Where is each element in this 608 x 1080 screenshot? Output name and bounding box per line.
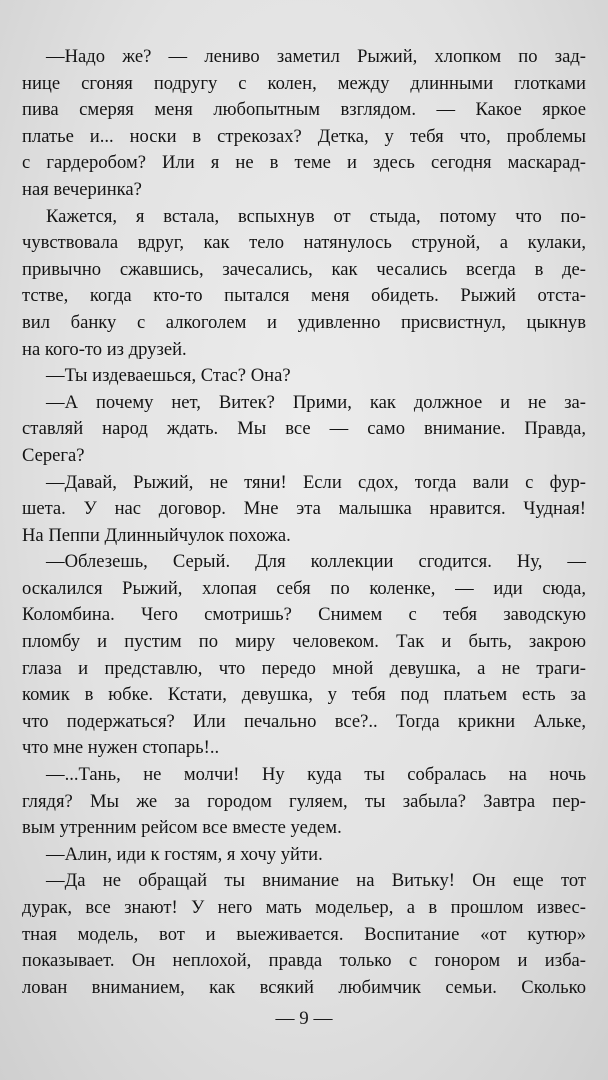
text-line: —Давай, Рыжий, не тяни! Если сдох, тогда вали с фур- <box>46 471 586 493</box>
text-line: чувствовала вдруг, как тело натянулось струной, а кулаки, <box>22 232 586 254</box>
text-line: оскалился Рыжий, хлопая себя по коленке, — иди сюда, <box>22 577 586 599</box>
text-line: платье и... носки в стрекозах? Детка, у тебя что, проблемы <box>22 125 586 147</box>
text-line: привычно сжавшись, зачесались, как чесались всегда в де- <box>22 258 586 280</box>
text-line: вил банку с алкоголем и удивленно присвистнул, цыкнув <box>22 311 586 333</box>
text-line: Коломбина. Чего смотришь? Снимем с тебя заводскую <box>22 604 586 626</box>
text-line: комик в юбке. Кстати, девушка, у тебя под платьем есть за <box>22 684 586 706</box>
text-line: что подержаться? Или печально все?.. Тогда крикни Альке, <box>22 710 586 732</box>
text-line: глядя? Мы же за городом гуляем, ты забыла? Завтра пер- <box>22 790 586 812</box>
page-number: — 9 — <box>275 1008 333 1029</box>
text-line: —...Тань, не молчи! Ну куда ты собралась на ночь <box>46 764 586 786</box>
text-line: глаза и представлю, что передо мной девушка, а не траги- <box>22 657 586 679</box>
text-line: что мне нужен стопарь!.. <box>22 737 220 759</box>
text-line: с гардеробом? Или я не в теме и здесь сегодня маскарад- <box>22 152 586 174</box>
text-line: лован вниманием, как всякий любимчик семьи. Сколько <box>22 976 586 998</box>
text-line: ная вечеринка? <box>22 178 142 200</box>
text-line: тстве, когда кто-то пытался меня обидеть. Рыжий отста- <box>22 285 586 307</box>
text-line: пломбу и пустим по миру человеком. Так и быть, закрою <box>22 631 586 653</box>
text-line: ставляй народ ждать. Мы все — само внимание. Правда, <box>22 418 586 440</box>
text-line: —А почему нет, Витек? Прими, как должное и не за- <box>46 391 586 413</box>
text-line: —Да не обращай ты внимание на Витьку! Он еще тот <box>46 870 586 892</box>
text-line: —Облезешь, Серый. Для коллекции сгодится. Ну, — <box>46 551 586 573</box>
text-line: Кажется, я встала, вспыхнув от стыда, потому что по- <box>46 205 586 227</box>
body-text <box>22 44 586 1001</box>
text-line: вым утренним рейсом все вместе уедем. <box>22 817 342 839</box>
text-line: шета. У нас договор. Мне эта малышка нравится. Чудная! <box>22 498 586 520</box>
text-line: —Ты издеваешься, Стас? Она? <box>46 365 291 387</box>
text-line: —Алин, иди к гостям, я хочу уйти. <box>46 843 323 865</box>
text-line: дурак, все знают! У него мать модельер, а в прошлом извес- <box>22 897 586 918</box>
text-line: показывает. Он неплохой, правда только с гонором и изба- <box>22 950 586 972</box>
text-line: на кого-то из друзей. <box>22 338 187 360</box>
text-line: тная модель, вот и выеживается. Воспитание «от кутюр» <box>22 923 586 945</box>
text-line: пива смеряя меня любопытным взглядом. — Какое яркое <box>22 99 586 121</box>
text-line: Серега? <box>22 444 85 466</box>
text-line: нице сгоняя подругу с колен, между длинными глотками <box>22 72 586 94</box>
text-line: На Пеппи Длинныйчулок похожа. <box>22 524 291 546</box>
text-line: —Надо же? — лениво заметил Рыжий, хлопком по зад- <box>46 46 586 67</box>
